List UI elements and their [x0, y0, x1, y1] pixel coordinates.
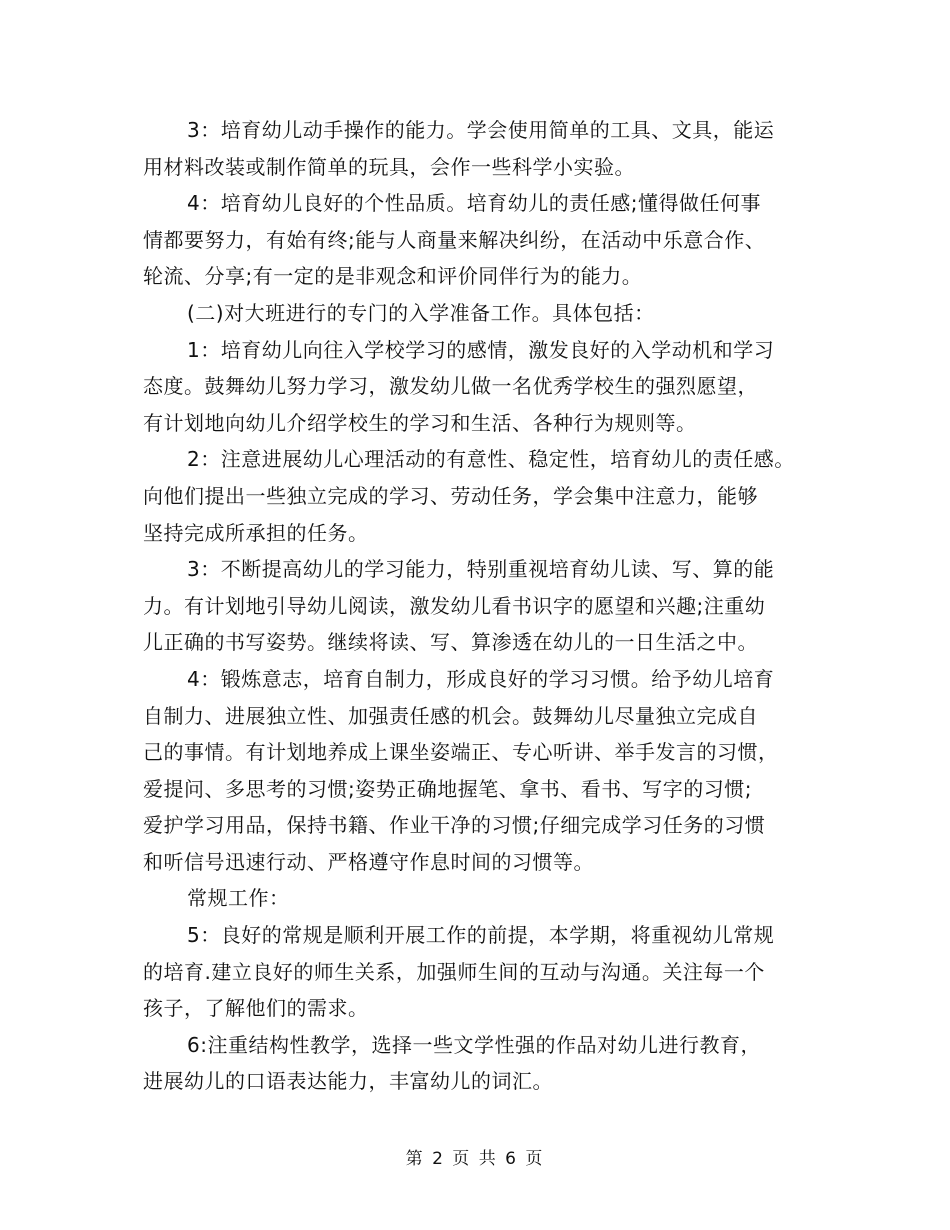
page-number-footer: 第 2 页 共 6 页 — [405, 1149, 545, 1169]
paragraph-line: 态度。鼓舞幼儿努力学习，激发幼儿做一名优秀学校生的强烈愿望， — [143, 374, 758, 399]
paragraph-line: 向他们提出一些独立完成的学习、劳动任务，学会集中注意力，能够 — [143, 483, 758, 508]
paragraph-line: 的培育.建立良好的师生关系，加强师生间的互动与沟通。关注每一个 — [143, 959, 765, 984]
paragraph-line: 坚持完成所承担的任务。 — [143, 520, 369, 545]
paragraph-line: 爱提问、多思考的习惯;姿势正确地握笔、拿书、看书、写字的习惯; — [143, 776, 752, 801]
paragraph-line: 2：注意进展幼儿心理活动的有意性、稳定性，培育幼儿的责任感。 — [187, 447, 795, 472]
paragraph-line: 6:注重结构性教学，选择一些文学性强的作品对幼儿进行教育， — [187, 1032, 761, 1057]
paragraph-line: 和听信号迅速行动、严格遵守作息时间的习惯等。 — [143, 849, 594, 874]
paragraph-line: 进展幼儿的口语表达能力，丰富幼儿的词汇。 — [143, 1069, 553, 1094]
paragraph-line: 4：锻炼意志，培育自制力，形成良好的学习习惯。给予幼儿培育 — [187, 666, 775, 691]
paragraph-line: 有计划地向幼儿介绍学校生的学习和生活、各种行为规则等。 — [143, 410, 697, 435]
paragraph-line: 3：不断提高幼儿的学习能力，特别重视培育幼儿读、写、算的能 — [187, 557, 775, 582]
paragraph-line: 力。有计划地引导幼儿阅读，激发幼儿看书识字的愿望和兴趣;注重幼 — [143, 593, 766, 618]
section-heading: (二)对大班进行的专门的入学准备工作。具体包括： — [187, 300, 655, 325]
paragraph-line: 孩子，了解他们的需求。 — [143, 996, 369, 1021]
section-heading: 常规工作： — [187, 886, 290, 911]
paragraph-line: 用材料改装或制作简单的玩具，会作一些科学小实验。 — [143, 154, 635, 179]
paragraph-line: 儿正确的书写姿势。继续将读、写、算渗透在幼儿的一日生活之中。 — [143, 630, 758, 655]
paragraph-line: 自制力、进展独立性、加强责任感的机会。鼓舞幼儿尽量独立完成自 — [143, 703, 758, 728]
paragraph-line: 3：培育幼儿动手操作的能力。学会使用简单的工具、文具，能运 — [187, 118, 775, 142]
paragraph-line: 情都要努力，有始有终;能与人商量来解决纠纷，在活动中乐意合作、 — [143, 227, 766, 252]
paragraph-line: 1：培育幼儿向往入学校学习的感情，激发良好的入学动机和学习 — [187, 337, 775, 362]
paragraph-line: 5：良好的常规是顺利开展工作的前提，本学期，将重视幼儿常规 — [187, 923, 775, 948]
paragraph-line: 4：培育幼儿良好的个性品质。培育幼儿的责任感;懂得做任何事 — [187, 191, 761, 216]
paragraph-line: 己的事情。有计划地养成上课坐姿端正、专心听讲、举手发言的习惯， — [143, 740, 779, 765]
paragraph-line: 爱护学习用品，保持书籍、作业干净的习惯;仔细完成学习任务的习惯 — [143, 813, 766, 838]
document-body — [143, 112, 823, 1100]
paragraph-line: 轮流、分享;有一定的是非观念和评价同伴行为的能力。 — [143, 264, 643, 289]
